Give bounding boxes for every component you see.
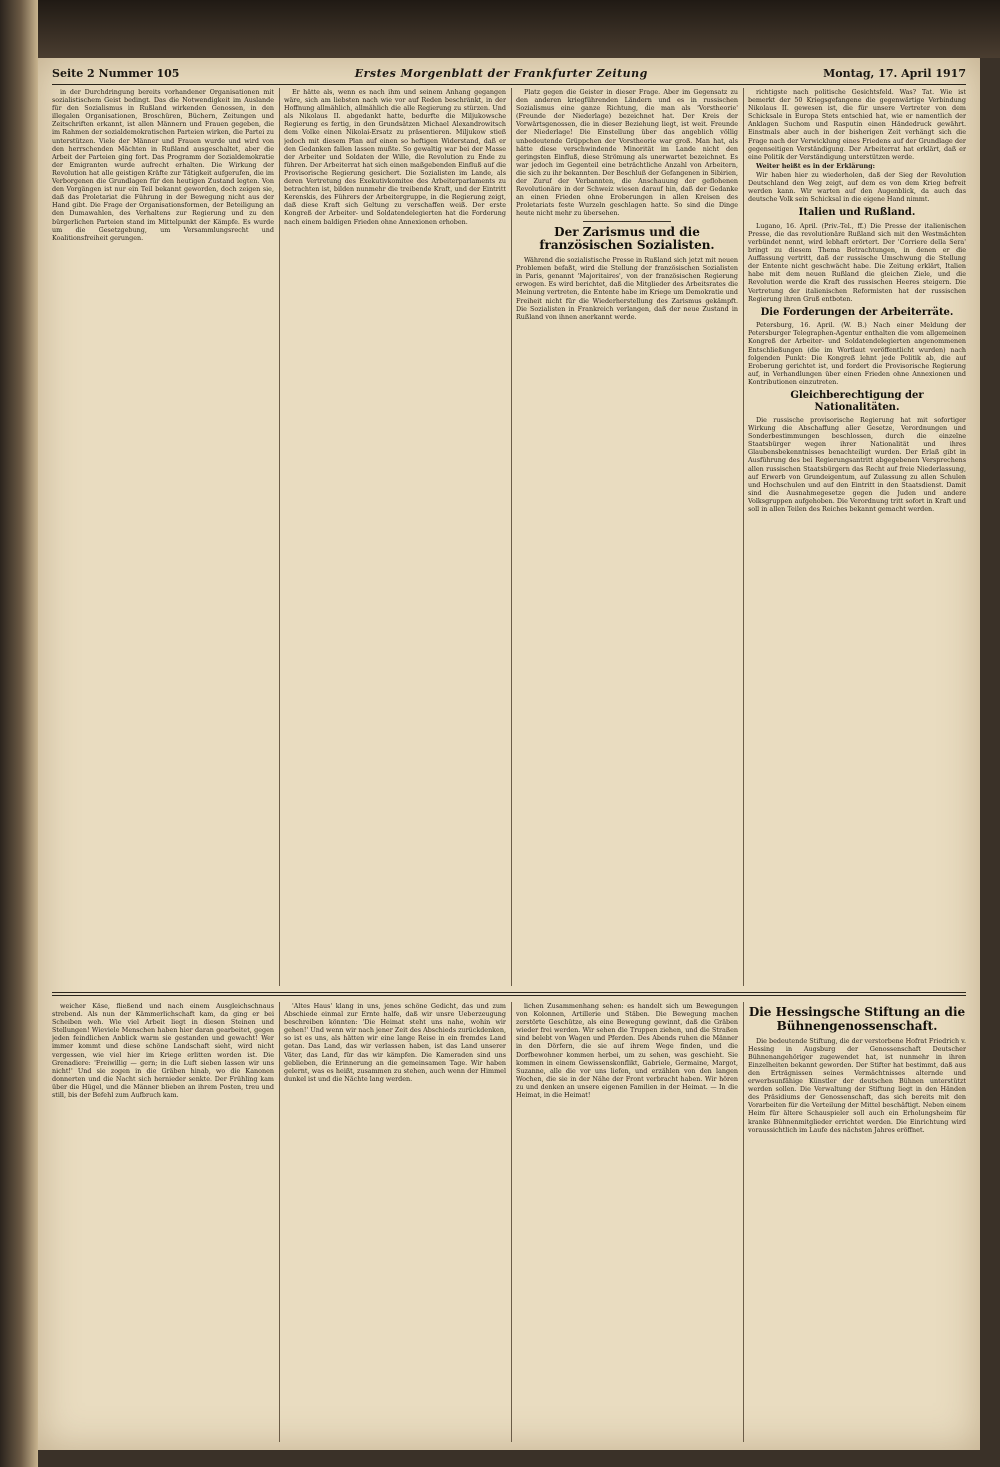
header-date: Montag, 17. April 1917 [823, 66, 966, 80]
lower-col1-text: weicher Käse, fließend und nach einem Ausgleichschnaus strebend. Als nun der Kämmerlichschaft kam, da ging er bei Scheiben weh. Wie viel Arbeit liegt in diesen Steinen und Stellungen! Wieviele Menschen haben hier daran gearbeitet, gegen jeden feindlichen Anblick warm sie gestanden und gewacht! Wer immer kommt und diese schöne Landschaft sieht, wird nicht vergessen, wie viel hier im Kriege erlitten worden ist. Die Grenadiere: 'Freiwillig — gern; in die Luft sieben lassen wir uns nicht!' Und sie zogen in die Gräben hinab, wo die Kanonen donnerten und die Nacht sich hernieder senkte. Der Frühling kam über die Hügel, und die Männer blieben an ihrem Posten, treu und still, bis der Befehl zum Aufbruch kam. [52, 1002, 274, 1100]
upper-column-4 [748, 88, 966, 986]
column-divider [511, 88, 512, 986]
header-masthead: Erstes Morgenblatt der Frankfurter Zeitung [354, 66, 648, 80]
center-article-text: Während die sozialistische Presse in Rußland sich jetzt mit neuen Problemen befaßt, wird die Stellung der französischen Sozialisten in Paris, genannt 'Majoritaires', von der französischen Regierung erwogen. Es wird berichtet, daß die Mitglieder des Arbeitsrates die Meinung vertreten, die Entente habe im Kriege um Demokratie und Freiheit nicht für die Wiederherstellung des Zarismus gekämpft. Die Sozialisten in Frankreich verlangen, daß der neue Zustand in Rußland von ihnen anerkannt werde. [516, 256, 738, 321]
foundation-headline: Die Hessingsche Stiftung an die Bühnengenossenschaft. [748, 1005, 966, 1033]
lower-column-3 [516, 1002, 738, 1442]
header-page-number: Seite 2 Nummer 105 [52, 66, 180, 80]
upper-column-3 [516, 88, 738, 986]
center-article-headline: Der Zarismus und die französischen Sozialisten. [539, 224, 715, 253]
note-title: Weiter heißt es in der Erklärung: [756, 161, 875, 170]
column-divider [279, 1002, 280, 1442]
page-header [52, 64, 966, 85]
column-divider [511, 1002, 512, 1442]
upper-col4-text: richtigste nach politische Gesichtsfeld. Was? Tat. Wie ist bemerkt der 50 Kriegsgefangene die gegenwärtige Verbindung Nikolaus II. gewesen ist, die für unsere Vertreter von dem Schicksale in Europa Stets entschied hat, wie er namentlich der Anklagen Suchom und Rasputin einen Händedruck gewährt. Einstmals aber auch in der bisherigen Zeit verhängt sich die Frage nach der Verwicklung eines Friedens auf der Grundlage der gegenseitigen Verständigung. Der Arbeiterrat hat erklärt, daß er eine Politik der Verständigung unterstützen werde. [748, 88, 966, 161]
newspaper-page [38, 58, 980, 1450]
upper-col1-text: in der Durchdringung bereits vorhandener Organisationen mit sozialistischem Geist bedingt. Das die Notwendigkeit im Auslande für den Sozialismus in Rußland wirkenden Genossen, in den illegalen Organisationen, Broschüren, Büchern, Zeitungen und Zeitschriften erkannt, ist allen Männern und Frauen gegeben, die im Rahmen der sozialdemokratischen Parteien wirken, die Partei zu unterstützen. Viele der Männer und Frauen wurde und wird von den herrschenden Mächten in Rußland ausgeschaltet, aber die Arbeit der Parteien ging fort. Das Programm der Sozialdemokratie der Emigranten wurde aufrecht erhalten. Die Wirkung der Revolution hat alle geistigen Kräfte zur Tätigkeit aufgerufen, die im Verborgenen die Grundlagen für den heutigen Zustand legten. Von den Vorgängen ist nur ein Teil bekannt geworden, doch zeigen sie, daß das Proletariat die Führung in der Bewegung nicht aus der Hand gibt. Die Frage der Organisationsformen, der Beteiligung an den Dumawahlen, des Verhaltens zur Regierung und zu den bürgerlichen Parteien stand im Mittelpunkt der Kämpfe. Es wurde um die Gesetzgebung, um Versammlungsrecht und Koalitionsfreiheit gerungen. [52, 88, 274, 242]
lower-column-1 [52, 1002, 274, 1442]
upper-column-2 [284, 88, 506, 986]
demands-headline: Die Forderungen der Arbeiterräte. [760, 306, 954, 318]
scan-top-edge [38, 0, 1000, 58]
upper-col2-text: Er hätte als, wenn es nach ihm und seinem Anhang gegangen wäre, sich am liebsten nach wie vor auf Reden beschränkt, in der Hoffnung allmählich, allmählich die alle Regierung zu stürzen. Und als Nikolaus II. abgedankt hatte, bedurfte die Miljukowsche Regierung es fertig, in den Grundsätzen Michael Alexandrowitsch dem Volke einen Nikolai-Ersatz zu präsentieren. Miljukow stieß jedoch mit diesem Plan auf einen so heftigen Widerstand, daß er den Gedanken fallen lassen mußte. So gewaltig war bei der Masse der Arbeiter und Soldaten der Wille, die Revolution zu Ende zu führen. Der Arbeiterrat hat sich einen maßgebenden Einfluß auf die Provisorische Regierung gesichert. Die Sozialisten im Lande, als deren Vertretung des Exekutivkomitee des Arbeiterparlaments zu betrachten ist, bilden nunmehr die treibende Kraft, und der Eintritt Kerenskis, des Führers der Arbeitergruppe, in die Regierung zeigt, daß diese Kraft sich Geltung zu verschaffen weiß. Der erste Kongreß der Arbeiter- und Soldatendelegierten hat die Forderung nach einem baldigen Frieden ohne Annexionen erhoben. [284, 88, 506, 226]
column-divider [743, 1002, 744, 1442]
italy-headline: Italien und Rußland. [798, 207, 916, 219]
lower-column-4 [748, 1002, 966, 1442]
lower-col3-text: lichen Zusammenhang sehen: es handelt sich um Bewegungen von Kolonnen, Artillerie und Stäben. Die Bewegung machen zerstörte Geschütze, als eine Bewegung gewinnt, daß die Gräben wieder frei werden. Wir sehen die Truppen ziehen, und die Straßen sind belebt von Wagen und Pferden. Des Abends ruhen die Männer in den Dörfern, die sie auf ihrem Wege finden, und die Dorfbewohner kommen herbei, um zu sehen, was geschieht. Sie kommen in einem Gewissenskonflikt, Gabriele, Germaine, Margot, Suzanne, alle die vor uns liefen, und erzählen von den langen Wochen, die sie in der Nähe der Front verbracht haben. Wir hören zu und denken an unsere eigenen Familien in der Heimat. — In die Heimat, in die Heimat! [516, 1002, 738, 1100]
demands-text: Petersburg, 16. April. (W. B.) Nach einer Meldung der Petersburger Telegraphen-Agentur enthalten die vom allgemeinen Kongreß der Arbeiter- und Soldatendelegierten angenommenen Entschließungen (die im Wortlaut veröffentlicht wurden) nach folgenden Punkt: Die Kongreß lehnt jede Politik ab, die auf Eroberung gerichtet ist, und fordert die Provisorische Regierung auf, in Verhandlungen über einen Frieden ohne Annexionen und Kontributionen einzutreten. [748, 321, 966, 386]
column-divider [279, 88, 280, 986]
feuilleton-separator [52, 992, 966, 993]
feuilleton-separator [52, 995, 966, 996]
lower-col4-text: Die bedeutende Stiftung, die der verstorbene Hofrat Friedrich v. Hessing in Augsburg der Genossenschaft Deutscher Bühnenangehöriger zugewendet hat, ist nunmehr in ihren Einzelheiten bekannt geworden. Der Stifter hat bestimmt, daß aus den Erträgnissen seines Vermächtnisses alternde und erwerbsunfähige Künstler der deutschen Bühnen unterstützt werden sollen. Die Verwaltung der Stiftung liegt in den Händen des Präsidiums der Genossenschaft, das sich bereits mit den Vorarbeiten für die Verteilung der Mittel beschäftigt. Neben einem Heim für ältere Schauspieler soll auch ein Erholungsheim für kranke Bühnenmitglieder errichtet werden. Die Einrichtung wird voraussichtlich im Laufe des nächsten Jahres eröffnet. [748, 1036, 966, 1134]
lower-col2-text: 'Altes Haus' klang in uns, jenes schöne Gedicht, das und zum Abschiede einmal zur Ernte halfe, daß wir unsre Ueberzeugung beschreiben könnten: 'Die Heimat steht uns nahe, wohin wir gehen!' Und wenn wir nach jener Zeit des Abschieds zurückdenken, so ist es uns, als hätten wir eine lange Reise in ein fremdes Land getan. Das Land, das wir verlassen haben, ist das Land unserer Väter, das Land, für das wir kämpfen. Die Kameraden sind uns geblieben, die Erinnerung an die gemeinsamen Tage. Wir haben gelernt, was es heißt, zusammen zu stehen, auch wenn der Himmel dunkel ist und die Nächte lang werden. [284, 1002, 506, 1083]
lower-column-2 [284, 1002, 506, 1442]
equality-text: Die russische provisorische Regierung hat mit sofortiger Wirkung die Abschaffung aller Gesetze, Verordnungen und Sonderbestimmungen beschlossen, durch die einzelne Staatsbürger wegen ihrer Nationalität und ihres Glaubensbekenntnisses benachteiligt wurden. Der Erlaß gibt in Ausführung des bei Regierungsantritt abgegebenen Versprechens allen russischen Staatsbürgern das Recht auf freie Niederlassung, auf Erwerb von Grundeigentum, auf Zulassung zu allen Schulen und Hochschulen und auf den Eintritt in den Staatsdienst. Damit sind die Ausnahmegesetze gegen die Juden und andere Volksgruppen aufgehoben. Die Verordnung tritt sofort in Kraft und soll in allen Teilen des Reiches bekannt gemacht werden. [748, 416, 966, 514]
column-divider [743, 88, 744, 986]
note-text: Wir haben hier zu wiederholen, daß der Sieg der Revolution Deutschland den Weg zeigt, auf dem es von dem Krieg befreit werden kann. Wir warten auf den Augenblick, da auch das deutsche Volk sein Schicksal in die eigene Hand nimmt. [748, 170, 966, 204]
upper-col3-text: Platz gegen die Geister in dieser Frage. Aber im Gegensatz zu den anderen kriegführenden Ländern und es in russischen Sozialismus eine ganze Richtung, die man als 'Vorstheorie' (Freunde der Niederlage) bezeichnet hat. Der Kreis der Vorwärtsgenossen, die in dieser Beziehung liegt, ist weit. Freunde der Niederlage! Die Einstellung über das angeblich völlig unbedeutende Grüppchen der Vorstheorie war groß. Man hat, als hätte diese verschwindende Minorität im Lande nicht den geringsten Einfluß, diese Strömung als unerwartet bezeichnet. Es war jedoch im Gegenteil eine beträchtliche Anzahl von Arbeitern, die sich zu ihr bekannten. Der Beschluß der Gefangenen in Sibirien, der Zuruf der Verbannten, die Anschauung der geflohenen Revolutionäre in der Schweiz wiesen darauf hin, daß der Gedanke an einen Frieden ohne Eroberungen in allen Kreisen des Proletariats feste Wurzeln geschlagen hatte. So sind die Dinge heute nicht mehr zu übersehen. [516, 88, 738, 218]
italy-text: Lugano, 16. April. (Priv.-Tel., ff.) Die Presse der italienischen Presse, die das revolutionäre Rußland sich mit den Westmächten verbündet nennt, wird lebhaft erörtert. Der 'Corriere della Sera' bringt zu diesem Thema Betrachtungen, in denen er die Auffassung vertritt, daß der russische Umschwung die Stellung der Entente nicht geschwächt habe. Die Zeitung erklärt, Italien habe mit dem neuen Rußland die gleichen Ziele, und die Revolution werde die Kraft des russischen Heeres steigern. Die Vertretung der italienischen Reformisten hat der russischen Regierung ihren Gruß entboten. [748, 221, 966, 303]
upper-column-1 [52, 88, 274, 986]
equality-headline: Gleichberechtigung der Nationalitäten. [790, 390, 924, 413]
book-binding [0, 0, 38, 1467]
section-rule [583, 221, 672, 222]
